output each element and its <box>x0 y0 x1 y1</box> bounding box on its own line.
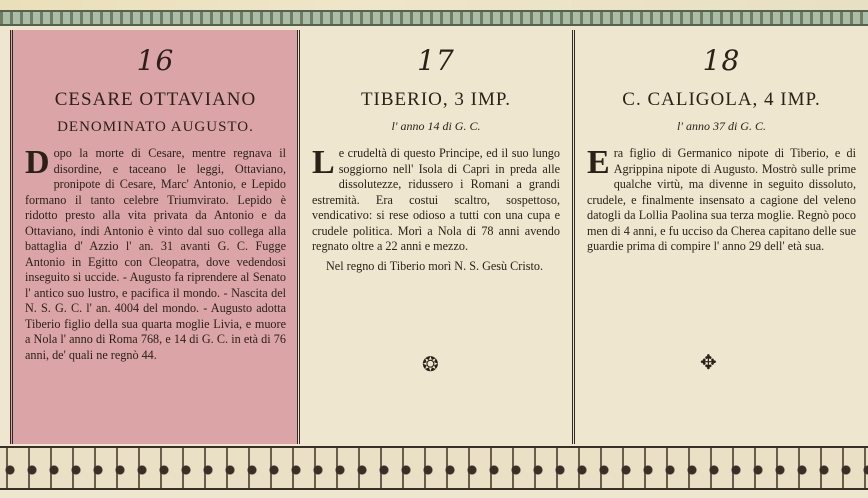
panel-body-text <box>25 146 286 363</box>
panel-number: 18 <box>702 44 741 77</box>
body-text-content: e crudeltà di questo Principe, ed il suo lungo soggiorno nell' Isola di Capri in preda alle dissolutezze, ridussero i Romani a grandi estremità. Era costui scaltro, sospettoso, vendicativo: si rese odioso a tutti con una cupa e crudele politica. Morì a Nola di 78 anni avendo regnato oltre a 22 anni e mezzo. <box>312 146 560 253</box>
top-decorative-border <box>0 10 868 26</box>
body-text-content: opo la morte di Cesare, mentre regnava il disordine, e taceano le leggi, Ottaviano, pronipote di Cesare, Marc' Antonio, e Lepido formano il tanto celebre Triumvirato. Lepido è ridotto presto alla vita privata da Antonio e da Ottaviano, indi Antonio è vinto dal suo collega alla battaglia d' Azzio l' an. 31 avanti G. C. Fugge Antonio in Egitto con Cleopatra, dove vedendosi inseguito si uccide. - Augusto fa riprendere al Senato l' antico suo lustro, e pacifica il mondo. - Nascita del N. S. G. C. l' an. 4004 del mondo. - Augusto adotta Tiberio figlio della sua quarta moglie Livia, e muore a Nola l' anno di Roma 768, e 14 di G. C. in età di 76 anni, de' quali ne regnò 44. <box>25 146 286 362</box>
drop-cap: D <box>25 144 50 181</box>
panel-title: TIBERIO, 3 IMP. <box>360 89 512 110</box>
panel-body-text <box>587 146 856 255</box>
panel-17-tiberio <box>300 30 572 444</box>
panel-18-caligola <box>575 30 868 444</box>
panel-body-text <box>312 146 560 255</box>
body-text-content: ra figlio di Germanico nipote di Tiberio, e di Agrippina nipote di Augusto. Mostrò sulle prime qualche virtù, ma divenne in seguito dissoluto, crudele, e finalmente insensato a cagione del veleno datogli da Lollia Paolina sua terza moglie. Regnò poco men di 4 anni, e fu ucciso da Cherea capitano delle sue guardie prima di compire l' anno 29 dell' età sua. <box>587 146 856 253</box>
panel-title: CESARE OTTAVIANO <box>54 89 257 110</box>
panel-body-text-secondary: Nel regno di Tiberio morì N. S. Gesù Cristo. <box>326 258 544 273</box>
panel-number: 16 <box>136 44 175 77</box>
panel-title: C. CALIGOLA, 4 IMP. <box>622 89 821 110</box>
drop-cap: L <box>312 144 335 181</box>
panel-16-cesare-ottaviano <box>10 30 298 444</box>
drop-cap: E <box>587 144 610 181</box>
panel-era: l' anno 37 di G. C. <box>677 119 766 133</box>
rosette-ornament-icon: ❂ <box>422 352 439 376</box>
panel-number: 17 <box>417 44 455 77</box>
bottom-decorative-border <box>0 446 868 490</box>
panel-era: l' anno 14 di G. C. <box>391 119 481 133</box>
fleuron-ornament-icon: ✥ <box>700 350 717 374</box>
panel-subtitle: DENOMINATO AUGUSTO. <box>57 119 254 135</box>
